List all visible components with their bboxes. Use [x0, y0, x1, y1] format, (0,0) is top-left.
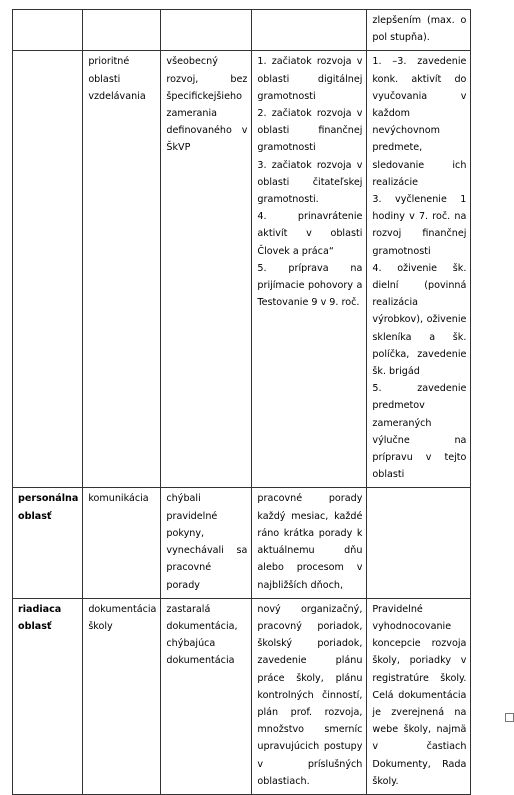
- result-cell: [367, 10, 471, 51]
- solution-item: 1. začiatok rozvoja v oblasti digitálnej gramotnosti: [257, 56, 363, 102]
- problem-cell: [161, 488, 252, 598]
- area-cell: [13, 51, 83, 488]
- table-row: [13, 598, 471, 794]
- solution-item: pracovné porady každý mesiac, každé ráno krátka porady k aktuálnemu dňu alebo procesom v najbližších dňoch,: [257, 493, 363, 591]
- solution-cell: [252, 10, 367, 51]
- area-cell: [13, 598, 83, 794]
- result-item: Pravidelné vyhodnocovanie koncepcie rozvoja školy, poriadky v registratúre školy. Celá dokumentácia je zverejnená na webe školy, najmä v častiach Dokumenty, Rada školy.: [372, 603, 467, 787]
- problem-cell: [161, 10, 252, 51]
- result-item: 3. vyčlenenie 1 hodiny v 7. roč. na rozvoj finančnej gramotnosti: [372, 194, 467, 257]
- area-text: personálna oblasť: [18, 493, 79, 522]
- topic-text: prioritné oblasti vzdelávania: [88, 56, 146, 102]
- solution-item: nový organizačný, pracovný poriadok, školský poriadok, zavedenie plánu práce školy, plánu kontrolných činností, plán prof. rozvoja, množstvo smerníc upravujúcich postupy v príslušných oblastiach.: [257, 603, 363, 787]
- result-cell: [367, 488, 471, 598]
- result-item: 4. oživenie šk. dielní (povinná realizácia výrobkov), oživenie skleníka a šk. políčka, zavedenie šk. brigád: [372, 262, 467, 378]
- topic-text: komunikácia: [88, 493, 149, 505]
- solution-item: 5. príprava na prijímacie pohovory a Testovanie 9 v 9. roč.: [257, 262, 363, 309]
- problem-text: všeobecný rozvoj, bez špecifickejšieho zamerania definovaného v ŠkVP: [166, 56, 248, 154]
- problem-cell: [161, 598, 252, 794]
- problem-text: zastaralá dokumentácia, chýbajúca dokumentácia: [166, 603, 238, 667]
- document-table: [12, 9, 471, 795]
- area-text: riadiaca oblasť: [18, 603, 62, 632]
- solution-cell: [252, 51, 367, 488]
- table-row: [13, 51, 471, 488]
- solution-item: 2. začiatok rozvoja v oblasti finančnej gramotnosti: [257, 108, 363, 154]
- table-resize-handle[interactable]: [505, 713, 514, 722]
- table-row: [13, 10, 471, 51]
- solution-item: 3. začiatok rozvoja v oblasti čitateľskej gramotnosti.: [257, 159, 363, 206]
- topic-cell: [83, 488, 161, 598]
- problem-text: chýbali pravidelné pokyny, vynechávali sa pracovné porady: [166, 493, 248, 591]
- problem-cell: [161, 51, 252, 488]
- area-cell: [13, 488, 83, 598]
- topic-cell: [83, 51, 161, 488]
- topic-text: dokumentácia školy: [88, 603, 157, 632]
- solution-cell: [252, 488, 367, 598]
- table-row: [13, 488, 471, 598]
- solution-item: 4. prinavrátenie aktivít v oblasti Človek a práca“: [257, 211, 363, 257]
- area-cell: [13, 10, 83, 51]
- result-item: 5. zavedenie predmetov zameraných výlučne na prípravu v tejto oblasti: [372, 383, 467, 481]
- result-item: 1. –3. zavedenie konk. aktivít do vyučovania v každom nevýchovnom predmete, sledovanie ich realizácie: [372, 56, 467, 188]
- result-cell: [367, 51, 471, 488]
- topic-cell: [83, 10, 161, 51]
- result-cell: [367, 598, 471, 794]
- result-item: zlepšením (max. o pol stupňa).: [372, 15, 467, 44]
- topic-cell: [83, 598, 161, 794]
- solution-cell: [252, 598, 367, 794]
